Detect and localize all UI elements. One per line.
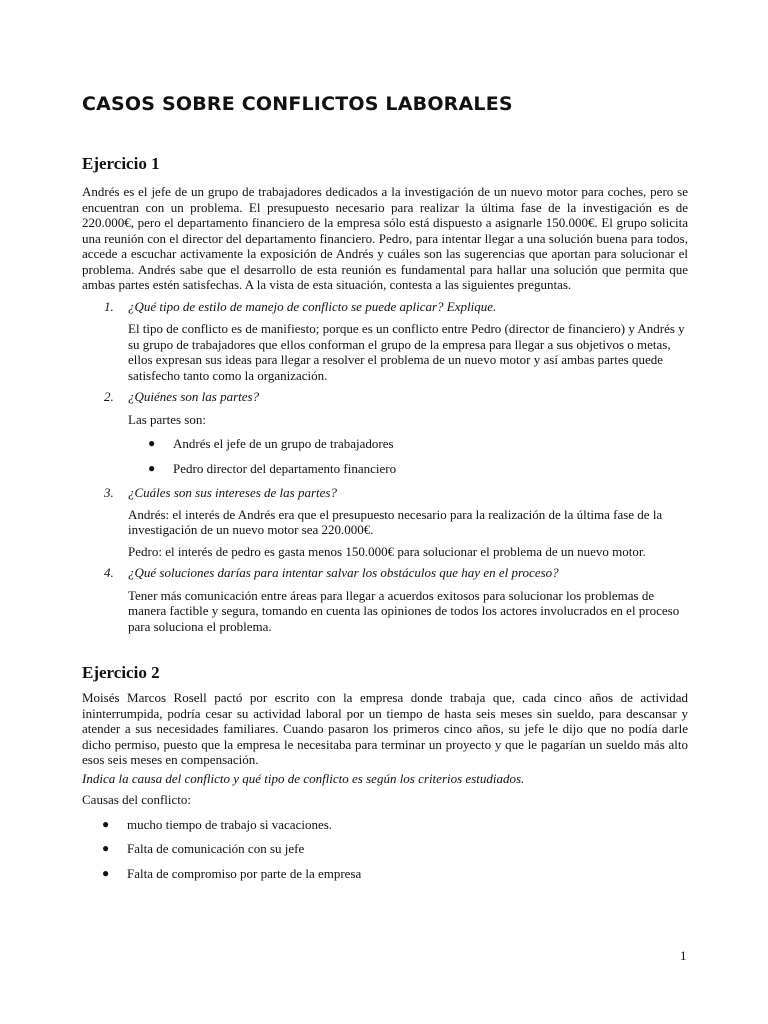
list-item-text: Pedro director del departamento financiero [173, 460, 397, 476]
question-1 [82, 299, 688, 315]
question-3-number: 3. [104, 485, 114, 500]
question-4 [82, 565, 688, 581]
bullet-icon: ● [148, 436, 156, 450]
bullet-icon: ● [148, 460, 156, 475]
bullet-icon: ● [102, 865, 110, 880]
document-page [82, 92, 688, 881]
question-2 [82, 389, 688, 405]
ejercicio-1-heading: Ejercicio 1 [82, 154, 160, 173]
list-item-text: Falta de comunicación con su jefe [127, 841, 305, 856]
question-2-number: 2. [104, 389, 114, 404]
question-1-number: 1. [104, 298, 114, 314]
causes-label: Causas del conflicto: [82, 792, 192, 807]
list-item-text: Falta de compromiso por parte de la empresa [127, 865, 362, 881]
answer-3-andres: Andrés: el interés de Andrés era que el presupuesto necesario para la realización de la última fase de la investigación de un nuevo motor sea 220.000€. [128, 506, 663, 537]
ejercicio-2-prompt: Indica la causa del conflicto y qué tipo de conflicto es según los criterios estudiados. [82, 770, 525, 786]
ejercicio-1-intro: Andrés es el jefe de un grupo de trabajadores dedicados a la investigación de un nuevo motor para coches, pero se encuentran con un problema. El presupuesto necesario para realizar la última fase de la investigación es de 220.000€, pero el departamento financiero de la empresa sólo está dispuesto a asignarle 150.000€. El grupo solicita una reunión con el director del departamento financiero. Pedro, para intentar llegar a una solución buena para todos, accede a escuchar activamente la exposición de Andrés y cuáles son las sugerencias que aportan para solucionar el problema. Andrés sabe que el desarrollo de esta reunión es fundamental para hallar una solución que permita que ambas partes estén satisfechas. A la vista de esta situación, contesta a las siguientes preguntas. [82, 184, 688, 292]
list-item-text: Andrés el jefe de un grupo de trabajadores [173, 436, 394, 451]
question-1-text: ¿Qué tipo de estilo de manejo de conflicto se puede aplicar? Explique. [128, 298, 497, 314]
ejercicio-2-intro: Moisés Marcos Rosell pactó por escrito con la empresa donde trabaja que, cada cinco años de actividad ininterrumpida, podría cesar su actividad laboral por un tiempo de hasta seis meses sin sueldo, para descansar y atender a sus necesidades familiares. Cuando pasaron los primeros cinco años, su jefe le dijo que no podía darle dicho permiso, puesto que la empresa le necesitaba para terminar un proyecto y que le pagarían un sueldo más alto esos seis meses en compensación. [82, 690, 688, 767]
answer-1: El tipo de conflicto es de manifiesto; porque es un conflicto entre Pedro (director de financiero) y Andrés y su grupo de trabajadores que ellos conforman el grupo de la empresa para llegar a sus objetivos o metas, ellos expresan sus ideas para llegar a resolver el problema de un nuevo motor y así ambas partes quede satisfecho tanto como la organización. [128, 321, 685, 383]
list-item [82, 436, 688, 452]
list-item [82, 866, 688, 882]
ejercicio-2-heading: Ejercicio 2 [82, 663, 160, 682]
answer-2: Las partes son: [128, 411, 206, 427]
list-item [82, 461, 688, 477]
question-4-text: ¿Qué soluciones darías para intentar salvar los obstáculos que hay en el proceso? [128, 565, 559, 580]
list-item [82, 817, 688, 833]
question-3-text: ¿Cuáles son sus intereses de las partes? [128, 485, 337, 500]
page-title: CASOS SOBRE CONFLICTOS LABORALES [82, 93, 513, 115]
question-3 [82, 485, 688, 501]
answer-3-pedro: Pedro: el interés de pedro es gasta menos 150.000€ para solucionar el problema de un nuevo motor. [128, 543, 646, 559]
question-2-text: ¿Quiénes son las partes? [128, 389, 260, 404]
list-item [82, 841, 688, 857]
page-number: 1 [680, 948, 687, 963]
bullet-icon: ● [102, 841, 110, 855]
answer-4: Tener más comunicación entre áreas para llegar a acuerdos exitosos para solucionar los problemas de manera factible y segura, tomando en cuenta las opiniones de todos los actores involucrados en el proceso para soluciona el problema. [128, 587, 680, 634]
bullet-icon: ● [102, 816, 110, 831]
question-4-number: 4. [104, 565, 114, 580]
list-item-text: mucho tiempo de trabajo si vacaciones. [127, 816, 333, 832]
